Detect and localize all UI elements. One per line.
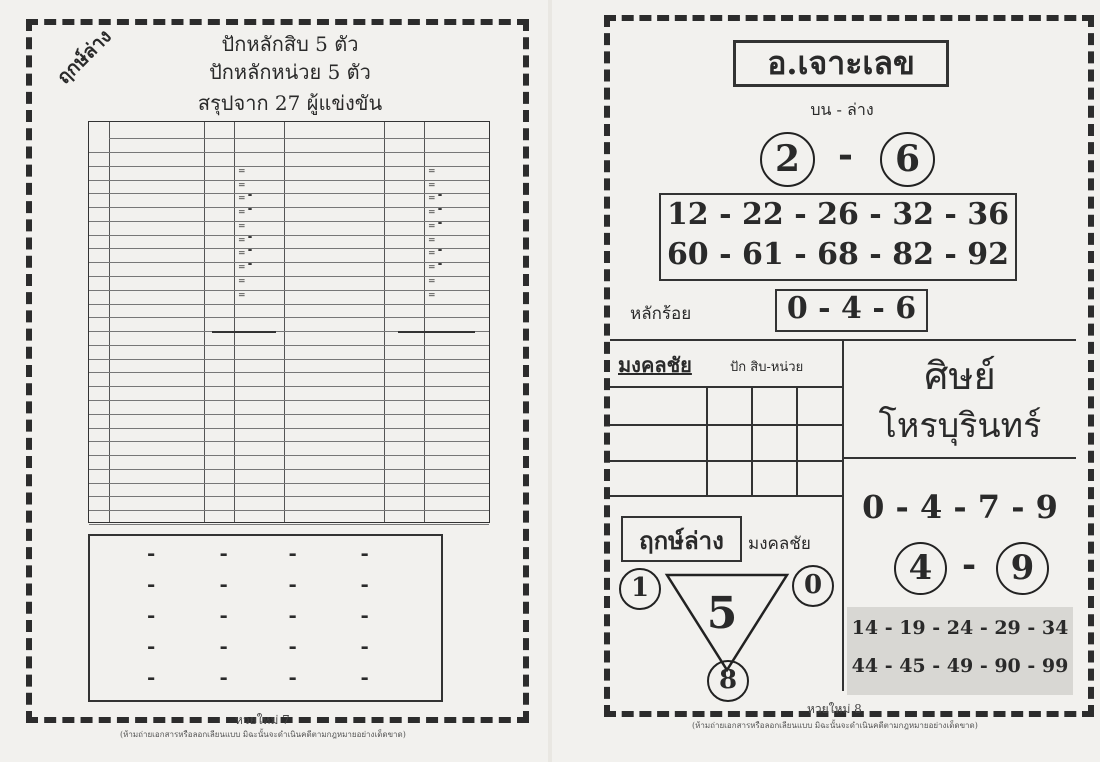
- grid-dash: -: [288, 665, 297, 689]
- right-page: [552, 0, 1100, 762]
- table-row-line: [89, 386, 489, 387]
- units-count-value: [438, 194, 442, 196]
- table-row-line: [89, 414, 489, 415]
- table-row-line: [89, 496, 489, 497]
- tens-count-equals: =: [238, 166, 246, 177]
- mongkol-sub: ปัก สิบ-หน่วย: [730, 360, 804, 375]
- table-row-line: [89, 510, 489, 511]
- table-row-line: [89, 455, 489, 456]
- tens-count-equals: =: [238, 263, 246, 274]
- table-row-line: [89, 428, 489, 429]
- table-header-bottom-line: [89, 152, 489, 153]
- title-line-2: ปักหลักหน่วย 5 ตัว: [209, 60, 371, 84]
- tens-count-value: [248, 194, 252, 196]
- table-header-line: [109, 138, 489, 139]
- grid-dash: -: [288, 541, 297, 565]
- grid-dash: -: [219, 572, 228, 596]
- left-footer: หวยใหม่ 7: [235, 713, 290, 727]
- table-row-line: [89, 524, 489, 525]
- left-page: [0, 0, 548, 762]
- table-vline: [384, 122, 385, 522]
- units-count-equals: =: [428, 166, 436, 177]
- tens-count-equals: =: [238, 290, 246, 301]
- table-row-line: [89, 317, 489, 318]
- hundreds-label: หลักร้อย: [630, 304, 692, 324]
- sin-row-1: 14 - 19 - 24 - 29 - 34: [851, 617, 1069, 639]
- main-pair-right-circle: 6: [880, 132, 935, 187]
- sin-divider: [844, 457, 1076, 459]
- units-count-value: [438, 208, 442, 210]
- sin-pair-right-circle: 9: [996, 542, 1049, 595]
- sin-pair-dash: -: [962, 545, 977, 585]
- mongkol-col-line: [706, 388, 708, 496]
- grid-dash: -: [360, 572, 369, 596]
- units-count-equals: =: [428, 221, 436, 232]
- title-line-1: ปักหลักสิบ 5 ตัว: [221, 32, 359, 56]
- units-count-equals: =: [428, 180, 436, 191]
- table-row-line: [89, 372, 489, 373]
- right-footer: หวยใหม่ 8: [807, 702, 862, 716]
- mongkol-col-line: [751, 388, 753, 496]
- sin-row-2: 44 - 45 - 49 - 90 - 99: [851, 655, 1069, 677]
- hundreds-value: 0 - 4 - 6: [786, 291, 917, 326]
- main-title: อ.เจาะเลข: [767, 44, 915, 82]
- hot-tens-value: [212, 331, 276, 333]
- competitor-table: [88, 121, 490, 523]
- tens-count-equals: =: [238, 194, 246, 205]
- units-count-equals: =: [428, 290, 436, 301]
- grid-dash: -: [288, 634, 297, 658]
- table-vline: [234, 122, 235, 522]
- table-row-line: [89, 483, 489, 484]
- right-copyright: (ห้ามถ่ายเอกสารหรือลอกเลียนแบบ มิฉะนั้นจะดำเนินคดีตามกฎหมายอย่างเด็ดขาด): [692, 721, 978, 730]
- grid-dash: -: [360, 541, 369, 565]
- left-copyright: (ห้ามถ่ายเอกสารหรือลอกเลียนแบบ มิฉะนั้นจะดำเนินคดีตามกฎหมายอย่างเด็ดขาด): [120, 730, 406, 739]
- tens-count-equals: =: [238, 277, 246, 287]
- mongkol-col-line: [796, 388, 798, 496]
- sin-line-2: โหรบุรินทร์: [878, 406, 1042, 446]
- grid-dash: -: [219, 541, 228, 565]
- grid-dash: -: [360, 634, 369, 658]
- units-count-equals: =: [428, 249, 436, 260]
- grid-dash: -: [147, 603, 156, 627]
- tens-count-value: [248, 263, 252, 265]
- grid-dash: -: [147, 572, 156, 596]
- units-count-equals: =: [428, 194, 436, 205]
- triangle-left-circle: 1: [619, 568, 661, 610]
- grid-dash: -: [147, 634, 156, 658]
- tens-count-equals: =: [238, 235, 246, 246]
- tens-count-equals: =: [238, 249, 246, 260]
- triangle-right-circle: 0: [792, 565, 834, 607]
- units-count-value: [438, 222, 442, 224]
- units-count-value: [438, 263, 442, 265]
- grid-dash: -: [288, 603, 297, 627]
- sin-line-1: ศิษย์: [924, 354, 996, 398]
- sin-pair-left-circle: 4: [894, 542, 947, 595]
- grid-dash: -: [360, 603, 369, 627]
- units-count-equals: =: [428, 208, 436, 219]
- tens-count-equals: =: [238, 221, 246, 232]
- table-row-line: [89, 359, 489, 360]
- table-row-line: [89, 469, 489, 470]
- main-pair-left-circle: 2: [760, 132, 815, 187]
- grid-dash: -: [288, 572, 297, 596]
- corner-label: ฤกษ์ล่าง: [52, 25, 116, 89]
- table-vline: [284, 122, 285, 522]
- mongkol-label: มงคลชัย: [618, 353, 692, 377]
- tens-count-value: [248, 208, 252, 210]
- grid-dash: -: [219, 603, 228, 627]
- main-pair-dash: -: [838, 134, 853, 176]
- table-vline: [109, 122, 110, 522]
- units-count-equals: =: [428, 235, 436, 246]
- table-vline: [204, 122, 205, 522]
- grid-dash: -: [147, 665, 156, 689]
- triangle-bottom-circle: 8: [707, 660, 749, 702]
- number-grid-box: [88, 534, 443, 702]
- table-vline: [424, 122, 425, 522]
- numbers-row-2: 60 - 61 - 68 - 82 - 92: [666, 237, 1010, 272]
- tens-count-equals: =: [238, 180, 246, 191]
- units-count-equals: =: [428, 263, 436, 274]
- tens-count-equals: =: [238, 208, 246, 219]
- title-line-3: สรุปจาก 27 ผู้แข่งขัน: [197, 91, 383, 115]
- mongkol-table-top: [610, 386, 842, 388]
- mongkol-row-line: [610, 460, 842, 462]
- mongkol-table-bottom: [610, 495, 842, 497]
- table-row-line: [89, 345, 489, 346]
- grid-dash: -: [147, 541, 156, 565]
- units-count-equals: =: [428, 277, 436, 287]
- grid-dash: -: [219, 665, 228, 689]
- hot-units-value: [398, 331, 475, 333]
- upper-lower-label: บน - ล่าง: [810, 100, 874, 119]
- units-count-value: [438, 249, 442, 251]
- sin-digits: 0 - 4 - 7 - 9: [862, 488, 1058, 526]
- mongkol-row-line: [610, 424, 842, 426]
- triangle-center: 5: [706, 588, 738, 639]
- lower-sub: มงคลชัย: [748, 534, 811, 554]
- numbers-row-1: 12 - 22 - 26 - 32 - 36: [666, 197, 1010, 232]
- tens-count-value: [248, 249, 252, 251]
- tens-count-value: [248, 236, 252, 238]
- table-row-line: [89, 441, 489, 442]
- grid-dash: -: [360, 665, 369, 689]
- lower-label: ฤกษ์ล่าง: [639, 526, 724, 555]
- grid-dash: -: [219, 634, 228, 658]
- table-row-line: [89, 400, 489, 401]
- table-row-line: [89, 304, 489, 305]
